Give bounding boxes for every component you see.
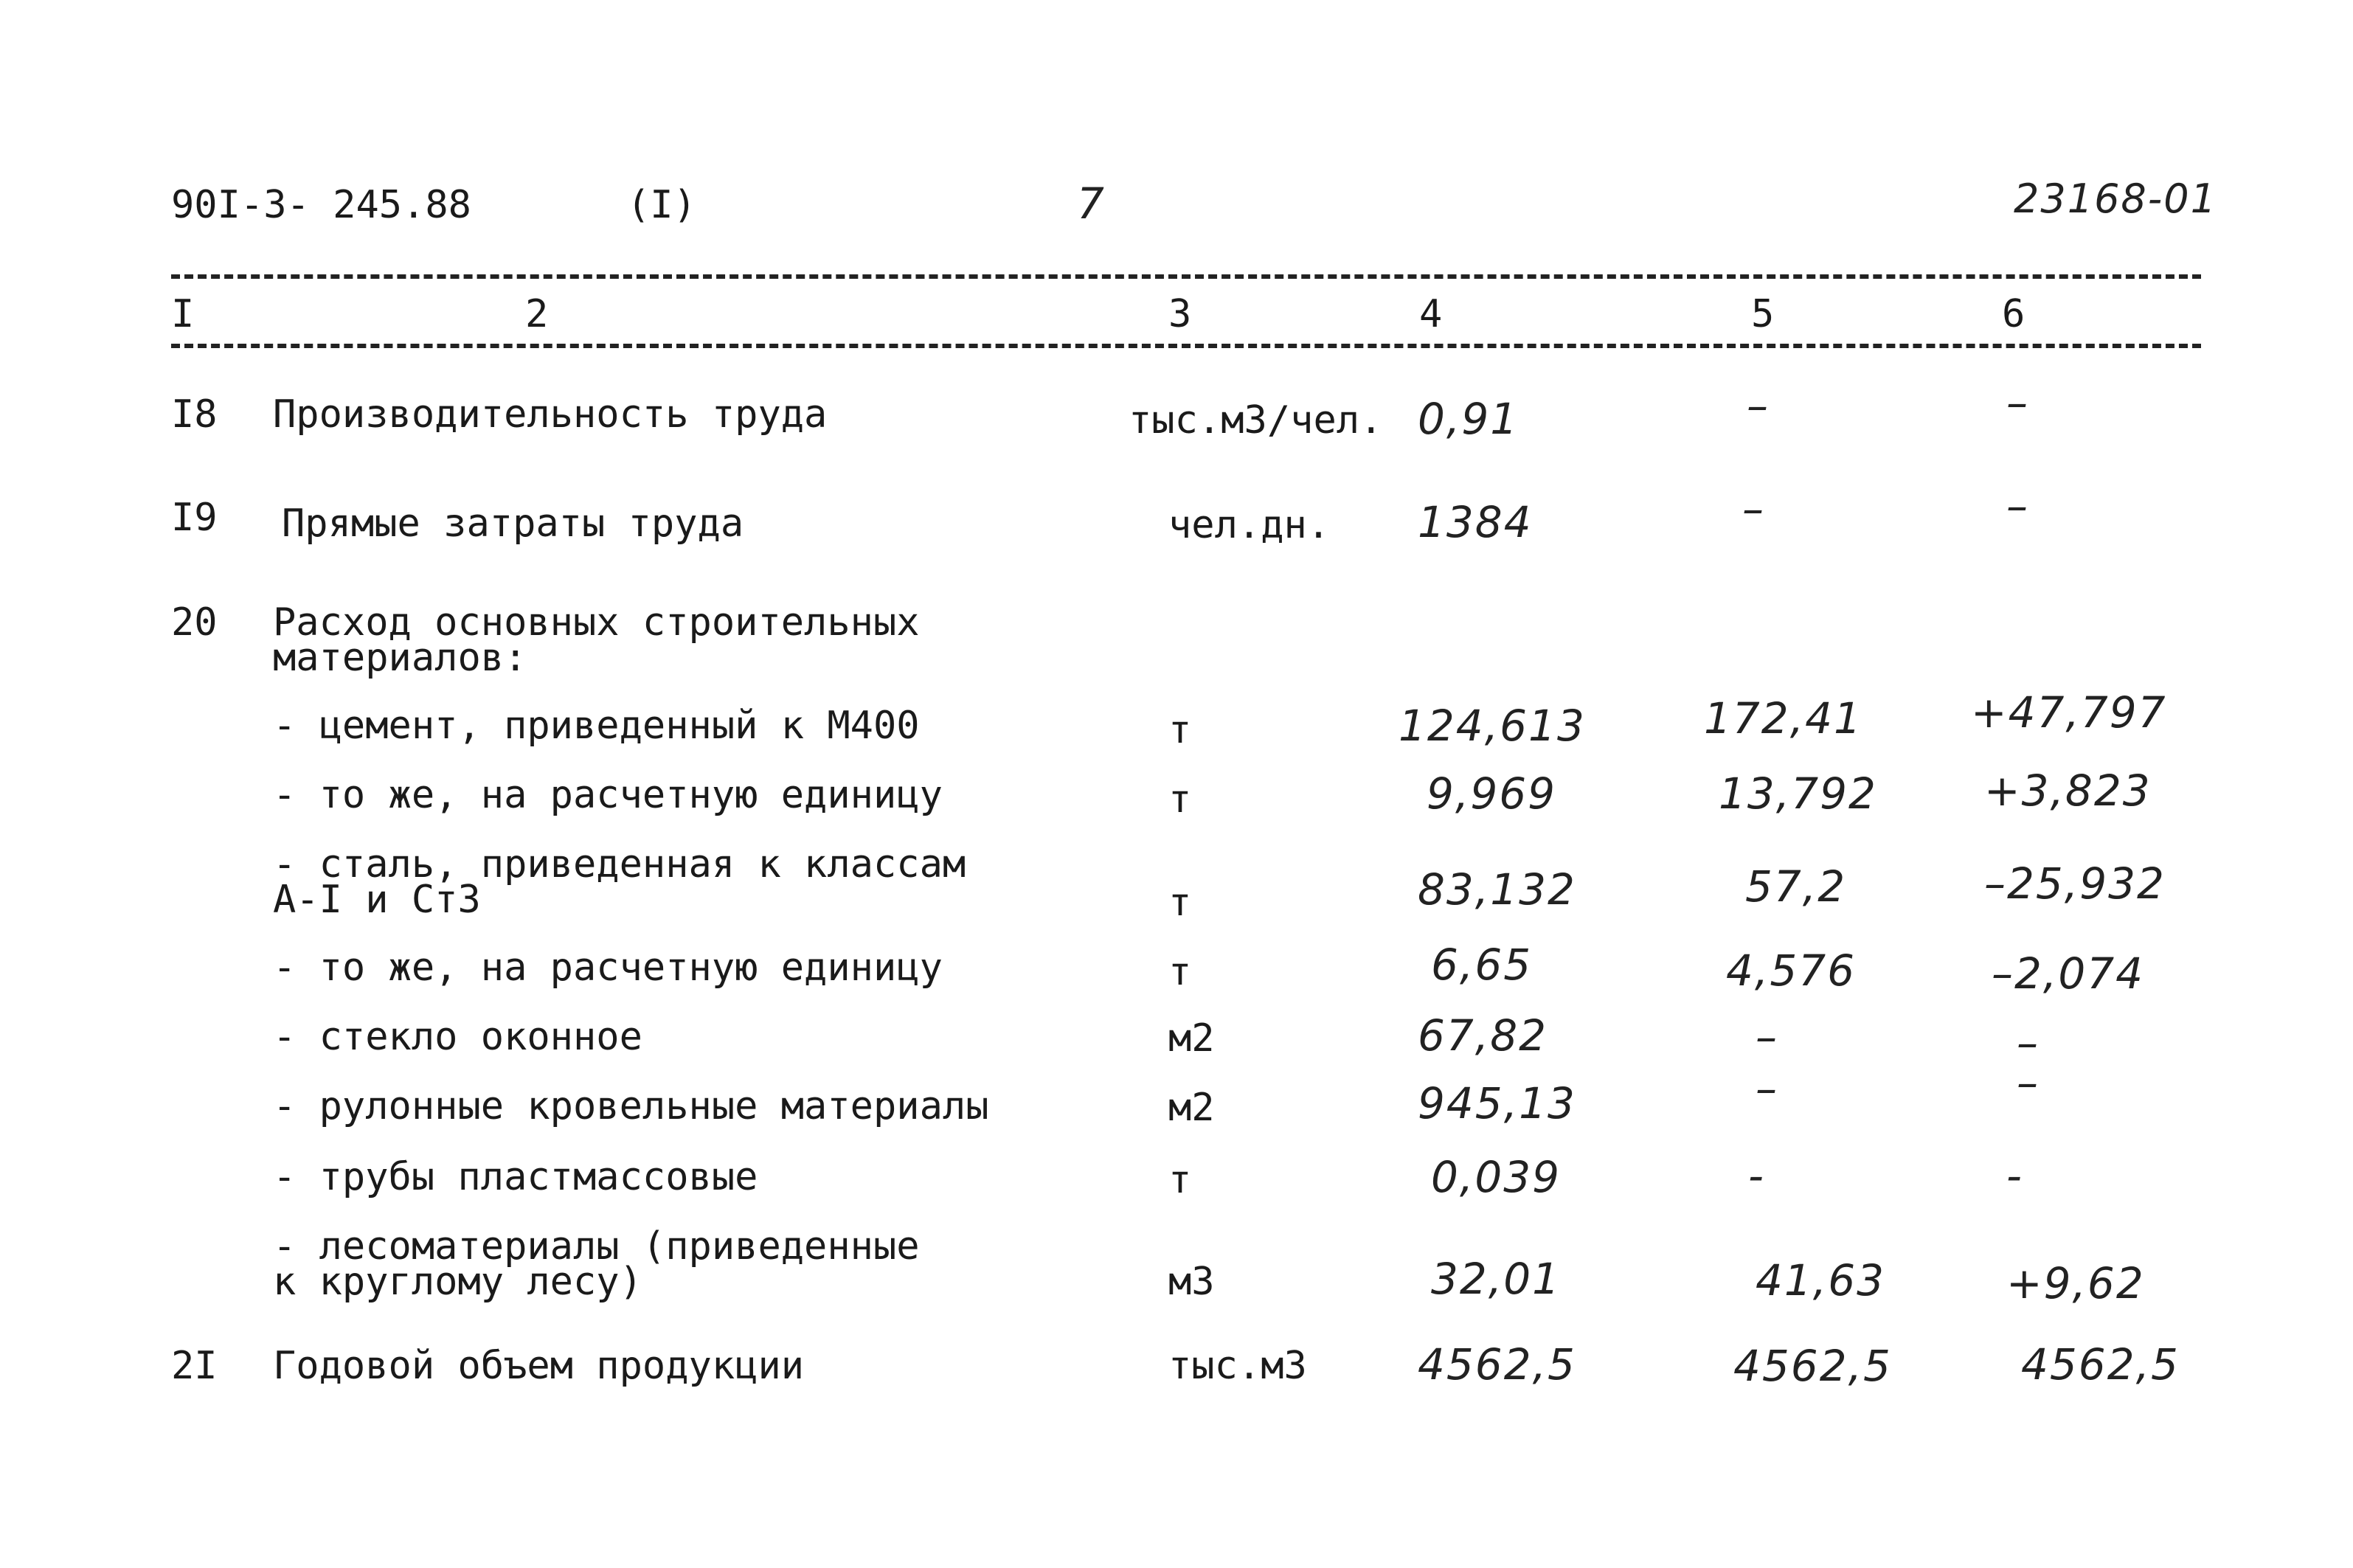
- row-number: I9: [171, 496, 218, 540]
- row-name-line-2: материалов:: [273, 636, 527, 680]
- row-number: 20: [171, 600, 218, 645]
- header-rule-bottom: [171, 344, 2201, 348]
- column-header-5: 5: [1751, 292, 1775, 336]
- row-unit: тыс.м3/чел.: [1129, 398, 1383, 443]
- row-value-col6: –: [2017, 1018, 2040, 1068]
- row-unit: т: [1168, 881, 1192, 925]
- row-value-col4: 6,65: [1431, 940, 1533, 990]
- row-unit: м2: [1168, 1016, 1215, 1061]
- row-value-col6: –: [2006, 378, 2029, 428]
- row-number: I8: [171, 392, 218, 437]
- row-name: - стекло оконное: [273, 1015, 642, 1059]
- row-value-col6: +47,797: [1971, 687, 2167, 738]
- row-unit: т: [1168, 950, 1192, 994]
- row-value-col6: –2,074: [1992, 948, 2145, 999]
- row-value-col5: 4,576: [1726, 946, 1857, 996]
- column-header-3: 3: [1168, 292, 1192, 336]
- row-name-line-2: А-I и Ст3: [273, 878, 481, 922]
- row-value-col4: 4562,5: [1418, 1339, 1576, 1390]
- row-value-col4: 0,039: [1431, 1152, 1562, 1202]
- row-name-line-1: Расход основных строительных: [273, 600, 920, 645]
- row-value-col4: 9,969: [1427, 769, 1557, 819]
- row-value-col5: 57,2: [1745, 861, 1847, 912]
- row-number: 2I: [171, 1344, 218, 1388]
- row-unit: тыс.м3: [1168, 1344, 1307, 1388]
- row-unit: м3: [1168, 1260, 1215, 1304]
- row-unit: т: [1168, 1158, 1192, 1202]
- row-value-col6: +3,823: [1984, 766, 2152, 816]
- row-name: Производительность труда: [273, 392, 828, 437]
- column-header-2: 2: [525, 292, 549, 336]
- row-value-col4: 32,01: [1431, 1254, 1562, 1304]
- archive-number: 23168-01: [2014, 176, 2217, 222]
- row-value-col4: 83,132: [1418, 864, 1576, 915]
- row-value-col5: –: [1756, 1012, 1778, 1062]
- row-unit: чел.дн.: [1168, 503, 1331, 547]
- row-name-line-1: - сталь, приведенная к классам: [273, 842, 966, 887]
- row-name: - рулонные кровельные материалы: [273, 1084, 989, 1128]
- row-value-col5: 172,41: [1704, 693, 1862, 743]
- row-name: - то же, на расчетную единицу: [273, 946, 943, 990]
- row-name: - трубы пластмассовые: [273, 1155, 758, 1199]
- row-value-col5: –: [1747, 381, 1770, 431]
- row-value-col5: 13,792: [1719, 769, 1877, 819]
- row-name-line-1: - лесоматериалы (приведенные: [273, 1224, 920, 1269]
- row-value-col4: 945,13: [1418, 1078, 1576, 1128]
- row-unit: т: [1168, 708, 1192, 752]
- row-unit: т: [1168, 777, 1192, 822]
- column-header-1: I: [171, 292, 195, 336]
- header-rule-top: [171, 274, 2201, 279]
- row-value-col4: 0,91: [1418, 394, 1519, 444]
- row-name: Годовой объем продукции: [273, 1344, 805, 1388]
- row-value-col6: +9,62: [2006, 1258, 2145, 1308]
- row-name: - цемент, приведенный к М400: [273, 704, 920, 748]
- row-value-col6: –: [2006, 481, 2029, 531]
- row-name: Прямые затраты труда: [282, 502, 744, 546]
- part-label: (I): [627, 183, 696, 227]
- column-header-6: 6: [2002, 292, 2025, 336]
- row-value-col4: 124,613: [1399, 701, 1586, 751]
- doc-code: 90I-3- 245.88: [171, 183, 471, 227]
- row-value-col6: –: [2017, 1058, 2040, 1108]
- row-name: - то же, на расчетную единицу: [273, 773, 943, 817]
- row-value-col5: –: [1742, 484, 1765, 534]
- row-value-col5: –: [1756, 1064, 1778, 1114]
- row-value-col5: -: [1748, 1151, 1765, 1201]
- column-header-4: 4: [1419, 292, 1443, 336]
- row-name-line-2: к круглому лесу): [273, 1260, 642, 1304]
- row-value-col6: -: [2006, 1151, 2023, 1201]
- row-value-col4: 67,82: [1418, 1010, 1548, 1061]
- row-value-col6: 4562,5: [2021, 1339, 2180, 1390]
- row-value-col4: 1384: [1418, 497, 1533, 547]
- row-value-col5: 41,63: [1756, 1255, 1886, 1305]
- page-number: 7: [1077, 178, 1106, 229]
- row-value-col5: 4562,5: [1733, 1341, 1892, 1391]
- row-value-col6: –25,932: [1984, 858, 2166, 909]
- row-unit: м2: [1168, 1086, 1215, 1130]
